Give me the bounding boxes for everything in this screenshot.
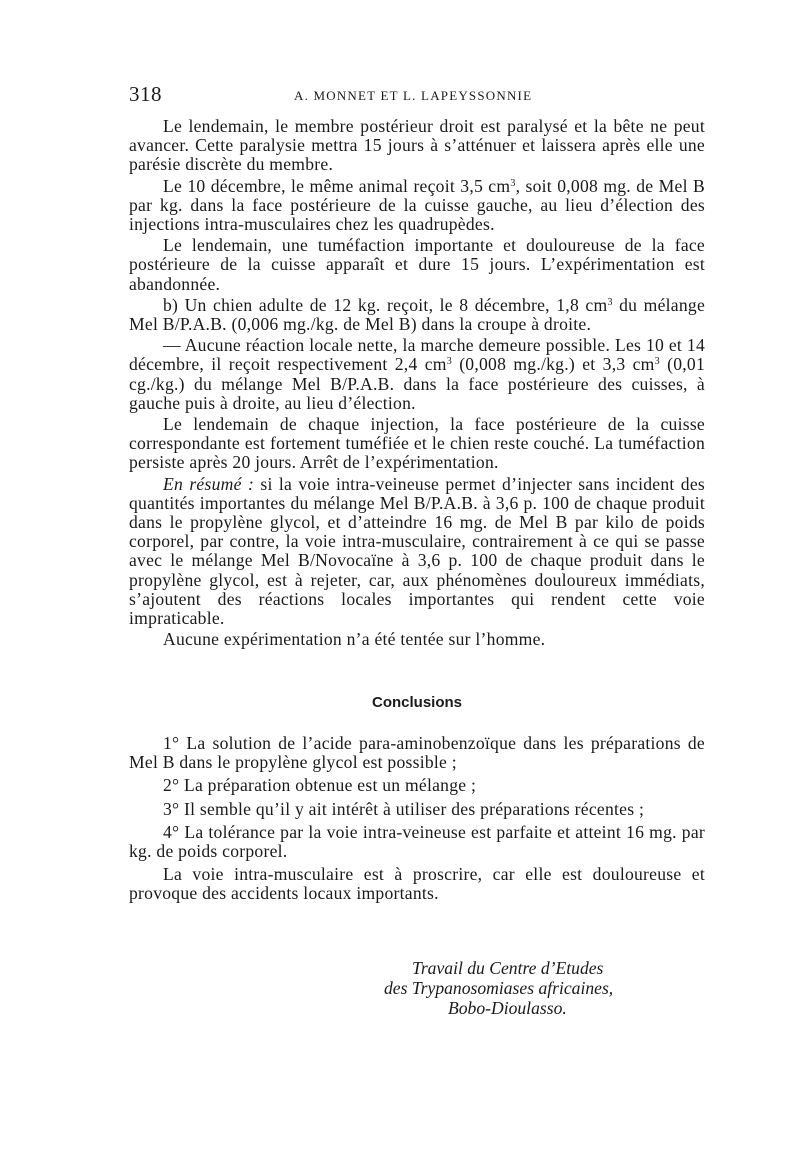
signature-line: Bobo-Dioulasso. — [448, 998, 567, 1018]
conclusion-item: 2° La préparation obtenue est un mélange ; — [163, 775, 477, 796]
paragraph: Le lendemain, le membre postérieur droit est paralysé et la bête ne peut avancer. Cette paralysie mettra 15 jours à s’atténuer et laissera après elle une parésie discrète du membre. — [129, 116, 705, 175]
paragraph — [129, 177, 705, 235]
text-run: Le 10 décembre, le même animal reçoit 3,5 cm — [163, 175, 511, 196]
body-text — [129, 117, 705, 649]
text-run: b) Un chien adulte de 12 kg. reçoit, le 8 décembre, 1,8 cm — [163, 294, 608, 315]
text-run: si la voie intra-veineuse permet d’injecter sans incident des quantités importantes du mélange Mel B/P.A.B. à 3,6 p. 100 de chaque produit dans le propylène glycol, et d’atteindre 16 mg. de Mel B par kilo de poids corporel, par contre, la voie intra-musculaire, contrairement à ce qui se passe avec le mélange Mel B/Novocaïne à 3,6 p. 100 de chaque produit dans le propylène glycol, est à rejeter, car, aux phénomènes douloureux immédiats, s’ajoutent des réactions locales importantes qui rendent cette voie impraticable. — [129, 473, 706, 629]
text-run: (0,01 cg./kg.) du mélange Mel B/P.A.B. dans la face postérieure des cuisses, à gauche puis à droite, au lieu d’élection. — [129, 354, 705, 413]
conclusion-final: La voie intra-musculaire est à proscrire, car elle est douloureuse et provoque des accidents locaux importants. — [129, 864, 705, 904]
text-run: — Aucune réaction locale nette, la marche demeure possible. Les 10 et 14 décembre, il reçoit respectivement 2,4 cm — [129, 335, 705, 375]
signature-block — [360, 958, 660, 1018]
text-run: du mélange Mel B/P.A.B. (0,006 mg./kg. de Mel B) dans la croupe à droite. — [129, 294, 706, 335]
page-number: 318 — [129, 82, 162, 106]
superscript: 3 — [654, 356, 660, 368]
page-header — [129, 82, 705, 106]
conclusions-list — [129, 734, 705, 904]
paragraph: Aucune expérimentation n’a été tentée sur l’homme. — [163, 629, 546, 650]
signature-line: des Trypanosomiases africaines, — [384, 978, 614, 998]
running-head: A. MONNET ET L. LAPEYSSONNIE — [294, 88, 533, 103]
superscript: 3 — [510, 177, 516, 189]
superscript: 3 — [446, 356, 452, 368]
conclusion-item: 4° La tolérance par la voie intra-veineuse est parfaite et atteint 16 mg. par kg. de poids corporel. — [129, 821, 705, 862]
paragraph — [129, 296, 705, 334]
summary-lead: En résumé : — [163, 473, 255, 494]
conclusion-item: 1° La solution de l’acide para-aminobenzoïque dans les préparations de Mel B dans le propylène glycol est possible ; — [129, 733, 705, 773]
paragraph: Le lendemain, une tuméfaction importante et douloureuse de la face postérieure de la cuisse apparaît et dure 15 jours. L’expérimentation est abandonnée. — [129, 235, 705, 294]
text-run: , soit 0,008 mg. de Mel B par kg. dans la face postérieure de la cuisse gauche, au lieu d’élection des injections intra-musculaires chez les quadrupèdes. — [129, 175, 705, 235]
paragraph: Le lendemain de chaque injection, la face postérieure de la cuisse correspondante est fortement tuméfiée et le chien reste couché. La tuméfaction persiste après 20 jours. Arrêt de l’expérimentation. — [129, 414, 705, 473]
paragraph — [129, 336, 705, 413]
paragraph — [129, 475, 705, 629]
signature-line: Travail du Centre d’Etudes — [412, 958, 604, 978]
superscript: 3 — [607, 296, 613, 308]
section-title: Conclusions — [371, 694, 462, 711]
conclusion-item: 3° Il semble qu’il y ait intérêt à utiliser des préparations récentes ; — [163, 798, 645, 819]
text-run: (0,008 mg./kg.) et 3,3 cm — [451, 354, 655, 375]
